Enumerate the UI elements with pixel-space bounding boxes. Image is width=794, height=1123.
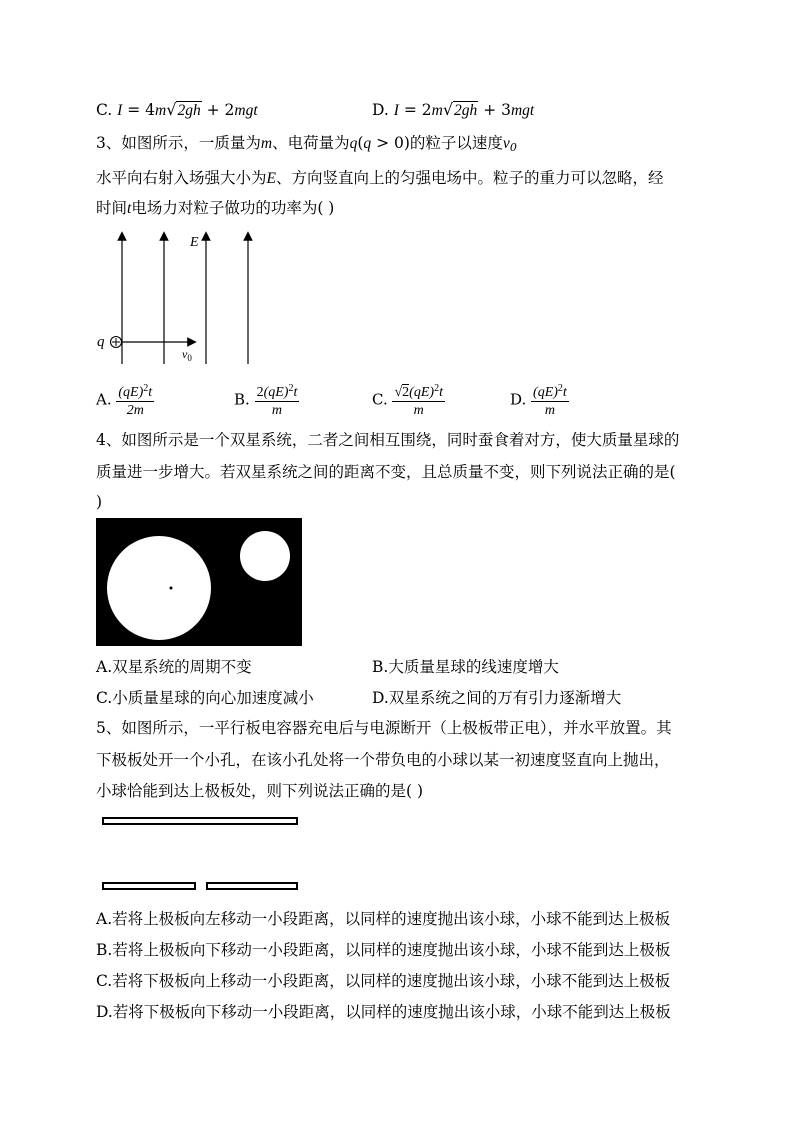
q3-option-b	[234, 380, 299, 419]
option-letter: D.	[510, 390, 532, 409]
q4-line-2: 质量进一步增大。若双星系统之间的距离不变，且总质量不变，则下列说法正确的是(	[96, 463, 676, 481]
q4-line-3: )	[96, 493, 103, 511]
q3-option-d	[510, 380, 569, 419]
q5-option-a: A.若将上极板向左移动一小段距离，以同样的速度抛出该小球，小球不能到达上极板	[96, 910, 671, 928]
q3-text: 、电荷量为	[272, 134, 350, 152]
q3-line-2: 水平向右射入场强大小为E、方向竖直向上的匀强电场中。粒子的重力可以忽略，经	[96, 169, 664, 187]
q3-text: 的粒子以速度	[409, 134, 503, 152]
q3-option-c	[372, 380, 445, 419]
fraction: $\frac{2(qE)^2t}{m}$	[255, 380, 300, 419]
q3-text: 3、如图所示，一质量为	[96, 134, 261, 152]
prev-option-c: C. I = 4m√2gh + 2mgt	[96, 100, 258, 119]
option-letter: C.	[96, 101, 118, 119]
electric-field-figure	[92, 226, 262, 368]
large-star	[107, 536, 211, 640]
charge-label: q	[97, 334, 105, 350]
q3-text: 时间	[96, 199, 128, 217]
option-letter: B.	[234, 390, 255, 409]
q5-option-c: C.若将下极板向上移动一小段距离，以同样的速度抛出该小球，小球不能到达上极板	[96, 972, 671, 990]
lower-plate-left	[102, 882, 196, 890]
q3-line-1: 3、如图所示，一质量为m、电荷量为q(q > 0)的粒子以速度$v_0$	[96, 134, 517, 154]
option-letter: A.	[96, 390, 117, 409]
binary-star-image	[96, 518, 302, 646]
formula: I	[117, 102, 123, 119]
prev-option-d: D. I = 2m√2gh + 3mgt	[372, 100, 535, 119]
q5-option-b: B.若将上极板向下移动一小段距离，以同样的速度抛出该小球，小球不能到达上极板	[96, 941, 671, 959]
q5-option-d: D.若将下极板向下移动一小段距离，以同样的速度抛出该小球，小球不能到达上极板	[96, 1003, 671, 1021]
small-star	[240, 531, 290, 581]
q5-line-2: 下极板处开一个小孔，在该小孔处将一个带负电的小球以某一初速度竖直向上抛出，	[96, 751, 670, 769]
q4-option-b: B.大质量星球的线速度增大	[372, 658, 559, 676]
q3-text: 水平向右射入场强大小为	[96, 169, 267, 187]
fraction: $\frac{(qE)^2t}{2m}$	[116, 380, 154, 419]
q3-text: 、方向竖直向上的匀强电场中。粒子的重力可以忽略，经	[275, 169, 664, 187]
velocity-label: $v_0$	[182, 347, 192, 363]
q4-option-a: A.双星系统的周期不变	[96, 658, 252, 676]
q5-line-3: 小球恰能到达上极板处，则下列说法正确的是( )	[96, 782, 424, 800]
option-letter: C.	[372, 390, 393, 409]
upper-plate	[102, 817, 298, 825]
option-letter: D.	[372, 101, 394, 119]
q4-option-c: C.小质量星球的向心加速度减小	[96, 689, 314, 707]
q3-line-3: 时间t电场力对粒子做功的功率为( )	[96, 199, 335, 217]
q5-line-1: 5、如图所示，一平行板电容器充电后与电源断开（上极板带正电），并水平放置。其	[96, 719, 672, 737]
fraction: $\frac{(qE)^2t}{m}$	[531, 380, 569, 419]
binary-star-drawing	[96, 518, 302, 646]
lower-plate-right	[206, 882, 298, 890]
fraction: $\frac{√2(qE)^2t}{m}$	[392, 380, 444, 419]
field-label: E	[190, 235, 199, 250]
q4-option-d: D.双星系统之间的万有引力逐渐增大	[372, 689, 622, 707]
q4-line-1: 4、如图所示是一个双星系统，二者之间相互围绕，同时蚕食着对方，使大质量星球的	[96, 431, 680, 449]
q3-text: 电场力对粒子做功的功率为( )	[131, 199, 335, 217]
formula: I	[393, 102, 399, 119]
q3-option-a	[96, 380, 154, 419]
